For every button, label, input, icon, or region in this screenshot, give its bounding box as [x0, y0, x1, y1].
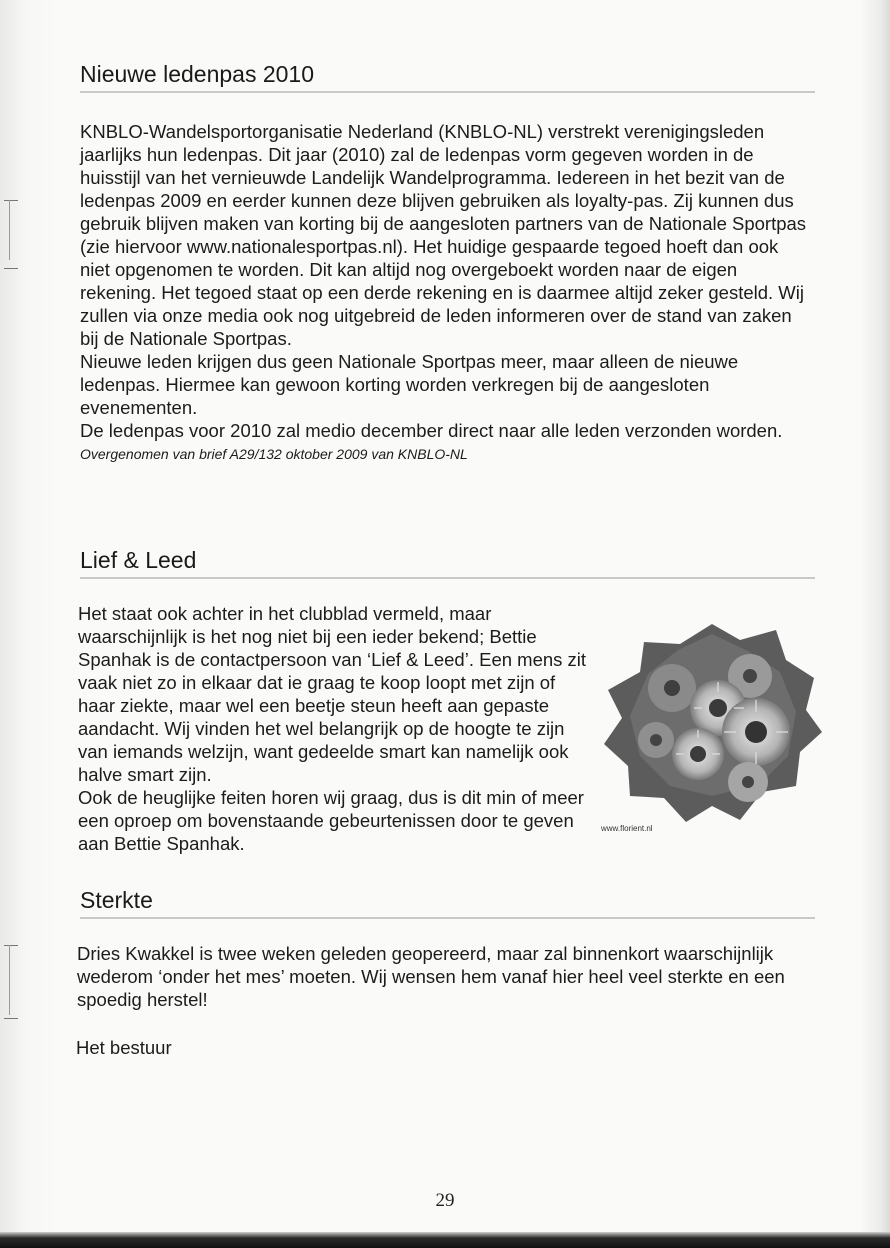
flower-icon [728, 762, 768, 802]
spine-line [9, 200, 10, 260]
paragraph: De ledenpas voor 2010 zal medio december direct naar alle leden verzonden worden. [80, 420, 783, 441]
paragraph: Nieuwe leden krijgen dus geen Nationale Sportpas meer, maar alleen de nieuwe ledenpas. Hiermee kan gewoon korting worden verkregen bij de aangesloten evenementen. [80, 351, 739, 418]
section-heading-lief-leed: Lief & Leed [80, 546, 815, 579]
spine-mark [4, 1018, 18, 1019]
page-bottom-edge [0, 1232, 890, 1248]
paragraph: Dries Kwakkel is twee weken geleden geopereerd, maar zal binnenkort waarschijnlijk wederom ‘onder het mes’ moeten. Wij wensen hem vanaf hier heel veel sterkte en een spoedig herstel! [77, 943, 785, 1010]
flower-icon [648, 664, 696, 712]
section-body-lief-leed [78, 602, 588, 855]
section-body-ledenpas [80, 120, 808, 464]
spine-mark [4, 945, 18, 946]
image-credit: www.florient.nl [601, 824, 653, 833]
spine-mark [4, 268, 18, 269]
paragraph: Het staat ook achter in het clubblad vermeld, maar waarschijnlijk is het nog niet bij een ieder bekend; Bettie Spanhak is de contactpersoon van ‘Lief & Leed’. Een mens zit vaak niet zo in elkaar dat ie graag te koop loopt met zijn of haar ziekte, maar wel een beetje steun heeft aan gepaste aandacht. Wij vinden het wel belangrijk op de hoogte te zijn van iemands welzijn, want gedeelde smart kan namelijk ook halve smart zijn. [78, 603, 587, 785]
section-body-sterkte [77, 942, 805, 1011]
flower-bouquet-image [600, 620, 824, 824]
spine-mark [4, 200, 18, 201]
section-heading-sterkte: Sterkte [80, 886, 815, 919]
paragraph: KNBLO-Wandelsportorganisatie Nederland (KNBLO-NL) verstrekt verenigingsleden jaarlijks hun ledenpas. Dit jaar (2010) zal de ledenpas vorm gegeven worden in de huisstijl van het vernieuwde Landelijk Wandelprogramma. Iedereen in het bezit van de ledenpas 2009 en eerder kunnen deze blijven gebruiken als loyalty-pas. Zij kunnen dus gebruik blijven maken van korting bij de aangesloten partners van de Nationale Sportpas (zie hiervoor www.nationalesportpas.nl). Het huidige gespaarde tegoed hoeft dan ook niet opgenomen te worden. Dit kan altijd nog overgeboekt worden naar de eigen rekening. Het tegoed staat op een derde rekening en is daarmee altijd zeker gesteld. Wij zullen via onze media ook nog uitgebreid de leden informeren over de stand van zaken bij de Nationale Sportpas. [80, 121, 807, 349]
spine-line [9, 945, 10, 1015]
signature: Het bestuur [76, 1037, 172, 1058]
flower-icon [638, 722, 674, 758]
section-heading-ledenpas: Nieuwe ledenpas 2010 [80, 60, 815, 93]
page-number: 29 [435, 1190, 455, 1211]
source-note: Overgenomen van brief A29/132 oktober 2009 van KNBLO-NL [80, 446, 468, 462]
paragraph: Ook de heuglijke feiten horen wij graag, dus is dit min of meer een oproep om bovenstaande gebeurtenissen door te geven aan Bettie Spanhak. [78, 787, 584, 854]
